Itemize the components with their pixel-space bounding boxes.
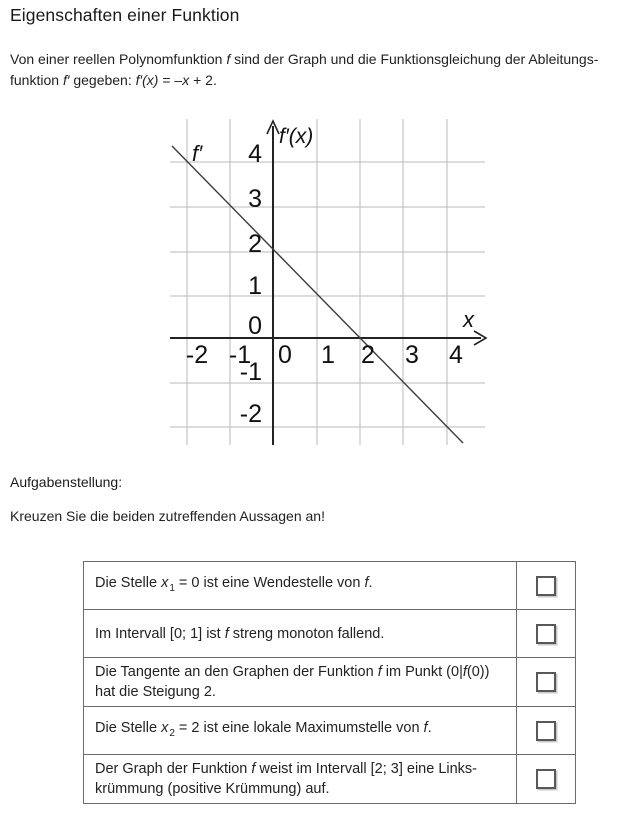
math-x: x — [161, 574, 169, 591]
statement-text — [84, 755, 517, 804]
math-subscript: 2 — [169, 727, 175, 739]
intro-l1-text: sind der Graph und die Funktionsgleichung der Ableitungs- — [230, 51, 599, 67]
x-tick-label: -2 — [185, 341, 209, 369]
math-f: f — [377, 664, 382, 680]
statement-checkbox[interactable] — [536, 721, 556, 741]
math-f-prime: f′ — [62, 72, 70, 89]
math-equals: = – — [158, 72, 183, 89]
statement-text — [84, 658, 517, 707]
math-subscript: 1 — [169, 582, 175, 594]
statement-segment: Im Intervall [0; 1] ist — [95, 625, 225, 642]
math-f: f — [462, 664, 467, 680]
intro-l2-text: funktion — [10, 72, 63, 89]
x-tick-label: 1 — [321, 341, 335, 369]
statement-segment: = 2 ist eine lokale Maximumstelle von — [174, 719, 424, 736]
y-tick-label: -2 — [239, 400, 262, 428]
y-axis-label: f′(x) — [279, 125, 314, 148]
statement-text — [84, 707, 517, 755]
statement-checkbox-cell — [517, 658, 576, 707]
statement-segment: streng monoton fallend. — [228, 625, 385, 642]
y-tick-label: 0 — [248, 312, 262, 340]
statement-checkbox[interactable] — [536, 624, 556, 644]
grid-lines — [170, 119, 485, 445]
derivative-graph — [160, 112, 496, 452]
graph-svg — [160, 112, 496, 452]
statements-table — [83, 561, 576, 804]
math-f: f — [224, 625, 229, 642]
statement-row — [84, 562, 576, 610]
fprime-line-label: f′ — [192, 141, 203, 166]
x-tick-label: 3 — [405, 341, 419, 369]
math-x: x — [182, 72, 190, 89]
statement-checkbox-cell — [517, 707, 576, 755]
y-tick-label: 3 — [248, 185, 262, 213]
statement-row — [84, 610, 576, 658]
x-tick-label: -1 — [228, 341, 252, 369]
statement-text — [84, 610, 517, 658]
x-axis-label: x — [463, 307, 474, 332]
y-tick-label: -1 — [239, 358, 262, 386]
statement-row — [84, 707, 576, 755]
statement-segment: Die Stelle — [95, 719, 162, 736]
x-tick-label: 0 — [278, 341, 292, 369]
y-tick-label: 4 — [248, 140, 262, 168]
statement-segment: hat die Steigung 2. — [95, 684, 216, 700]
intro-l1-text: Von einer reellen Polynomfunktion — [10, 51, 227, 67]
statement-segment: Die Stelle — [95, 574, 162, 591]
math-equation-lhs: f′(x) — [135, 72, 159, 89]
statement-checkbox[interactable] — [536, 576, 556, 596]
math-equation-tail: + 2. — [189, 72, 217, 89]
math-f: f — [423, 719, 428, 736]
statement-checkbox[interactable] — [536, 769, 556, 789]
page-title: Eigenschaften einer Funktion — [10, 5, 240, 25]
statement-segment: Die Tangente an den Graphen der Funktion — [95, 664, 378, 680]
x-tick-label: 4 — [449, 341, 463, 369]
statement-segment: im Punkt (0| — [381, 664, 463, 680]
statement-segment: . — [427, 719, 432, 736]
statement-text — [84, 562, 517, 610]
statement-segment: Der Graph der Funktion — [95, 761, 252, 777]
math-f: f — [226, 51, 231, 67]
statement-row — [84, 755, 576, 804]
statement-checkbox-cell — [517, 562, 576, 610]
x-tick-label: 2 — [361, 341, 375, 369]
math-f: f — [251, 761, 256, 777]
statement-row — [84, 658, 576, 707]
task-instruction: Kreuzen Sie die beiden zutreffenden Aussagen an! — [10, 508, 325, 524]
math-f: f — [364, 574, 369, 591]
intro-text — [10, 49, 632, 92]
statement-segment: . — [368, 574, 373, 591]
y-tick-label: 1 — [248, 272, 262, 300]
intro-l2-text: gegeben: — [69, 72, 136, 89]
statement-segment: krümmung (positive Krümmung) auf. — [95, 781, 330, 797]
math-x: x — [161, 719, 169, 736]
statement-segment: (0)) — [466, 664, 490, 680]
statement-segment: = 0 ist eine Wendestelle von — [174, 574, 365, 591]
statement-checkbox[interactable] — [536, 672, 556, 692]
statement-segment: weist im Intervall [2; 3] eine Links- — [255, 761, 478, 777]
y-tick-label: 2 — [248, 230, 262, 258]
statement-checkbox-cell — [517, 755, 576, 804]
task-heading: Aufgabenstellung: — [10, 474, 123, 490]
statement-checkbox-cell — [517, 610, 576, 658]
